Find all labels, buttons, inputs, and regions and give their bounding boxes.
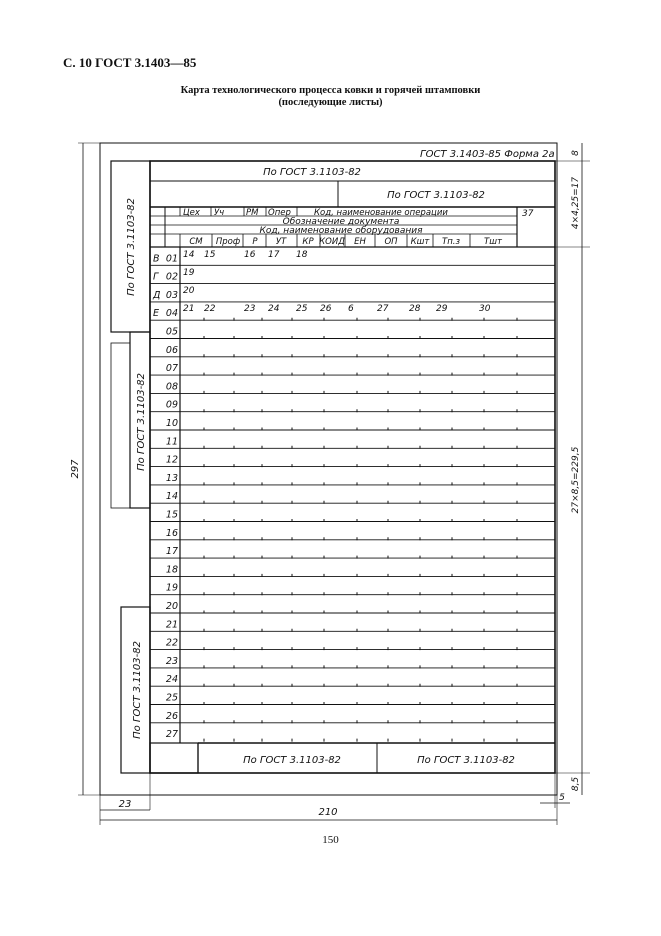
field-number: 19 [183,268,195,278]
row-number: 22 [165,637,178,649]
row-letter: Д [153,289,161,301]
dim-header-block: 4×4,25=17 [571,176,581,230]
stamp-label-2: По ГОСТ 3.1103-82 [136,373,147,471]
row-number: 27 [165,729,178,741]
row-number: 03 [165,289,178,301]
row-number: 11 [165,436,178,448]
field-number: 21 [183,304,195,314]
row-numbers [166,253,178,740]
row-e-label: КР [302,237,314,247]
row-number: 01 [165,253,178,265]
row-number: 12 [165,454,178,466]
field-number: 24 [268,304,280,314]
form-title: Карта технологического процесса ковки и горячей штамповки [180,85,481,96]
dim-right-margin: 5 [559,793,565,803]
row-b-label: Код, наименование операции [314,208,448,218]
stamp-box-3-corner [150,743,198,773]
top-gost-block [150,167,555,207]
row-number: 24 [165,674,178,686]
row-number: 19 [165,582,178,594]
row-number: 07 [165,363,178,375]
row-number: 26 [165,710,178,722]
field-number: 18 [296,250,308,260]
dim-bottom-strip: 8,5 [571,776,581,792]
dim-row-block: 27×8,5=229,5 [571,446,581,514]
row-e-label: ОП [384,237,398,247]
field-number: 25 [296,304,308,314]
row-number: 14 [165,491,178,503]
gost-field-bottom-left: По ГОСТ 3.1103-82 [243,755,341,766]
row-number: 05 [165,326,178,338]
field-number: 15 [204,250,216,260]
row-b-label: Опер [268,208,291,218]
row-letter: Е [153,308,160,320]
stamp-label-1: По ГОСТ 3.1103-82 [126,198,137,296]
dim-width-total: 210 [318,807,338,818]
row-e-label: Проф [215,237,241,247]
row-b-label: Уч [214,208,225,218]
header-rows [150,207,555,247]
gost-field-top-right: По ГОСТ 3.1103-82 [387,190,485,201]
row-e-label: УТ [275,237,287,247]
row-number: 04 [165,308,178,320]
row-letters [152,253,160,319]
dim-top-strip: 8 [571,150,581,156]
field-numbers [183,250,491,314]
row-number: 06 [165,344,178,356]
field-number: 28 [409,304,421,314]
field-number: 16 [244,250,256,260]
page-number: 150 [322,834,339,846]
row-g-label: Обозначение документа [282,217,400,227]
row-e-label: Р [252,237,258,247]
row-d-label: Код, наименование оборудования [259,226,423,236]
row-e-label: КОИД [319,237,345,247]
field-number: 6 [348,304,354,314]
row-number: 18 [165,564,178,576]
stamp-box-2-inner [111,343,130,508]
field-number: 27 [377,304,389,314]
row-number: 10 [165,418,178,429]
page-header: С. 10 ГОСТ 3.1403—85 [63,55,197,70]
row-number: 17 [165,546,178,558]
row-e-label: Тшт [484,237,502,247]
field-number: 30 [479,304,491,314]
row-b-label: Цех [183,208,200,218]
row-e-label: Кшт [410,237,430,247]
field-number: 22 [204,304,216,314]
field-number: 29 [436,304,448,314]
row-number: 25 [165,692,178,704]
row-e-label: Тп.з [442,237,460,247]
form-reference: ГОСТ 3.1403-85 Форма 2а [420,149,555,160]
row-number: 23 [165,655,178,667]
dim-left-margin: 23 [118,799,132,810]
gost-field-bottom-right: По ГОСТ 3.1103-82 [417,755,515,766]
field-number: 20 [183,286,195,296]
field-number: 26 [320,304,332,314]
bottom-gost-block [198,743,555,773]
row-number: 21 [165,619,178,631]
row-number: 15 [165,509,178,521]
row-number: 08 [165,381,178,393]
row-number: 09 [165,399,178,411]
form-subtitle: (последующие листы) [278,97,383,108]
gost-field-top: По ГОСТ 3.1103-82 [263,167,361,178]
row-number: 20 [165,601,178,612]
row-letter: В [153,253,160,265]
row-b-label: РМ [246,208,259,218]
row-number: 16 [165,527,178,539]
field-number: 17 [268,250,280,260]
row-b-number: 37 [522,209,534,219]
row-letter: Г [153,271,159,283]
row-lines [150,265,555,741]
field-number: 14 [183,250,195,260]
field-number: 23 [244,304,256,314]
row-number: 13 [165,472,178,484]
row-e-labels [189,237,503,247]
row-e-label: ЕН [354,237,366,247]
row-e-label: СМ [189,237,203,247]
row-number: 02 [165,271,178,283]
dim-height-total: 297 [70,459,81,479]
stamp-label-3: По ГОСТ 3.1103-82 [132,641,143,739]
